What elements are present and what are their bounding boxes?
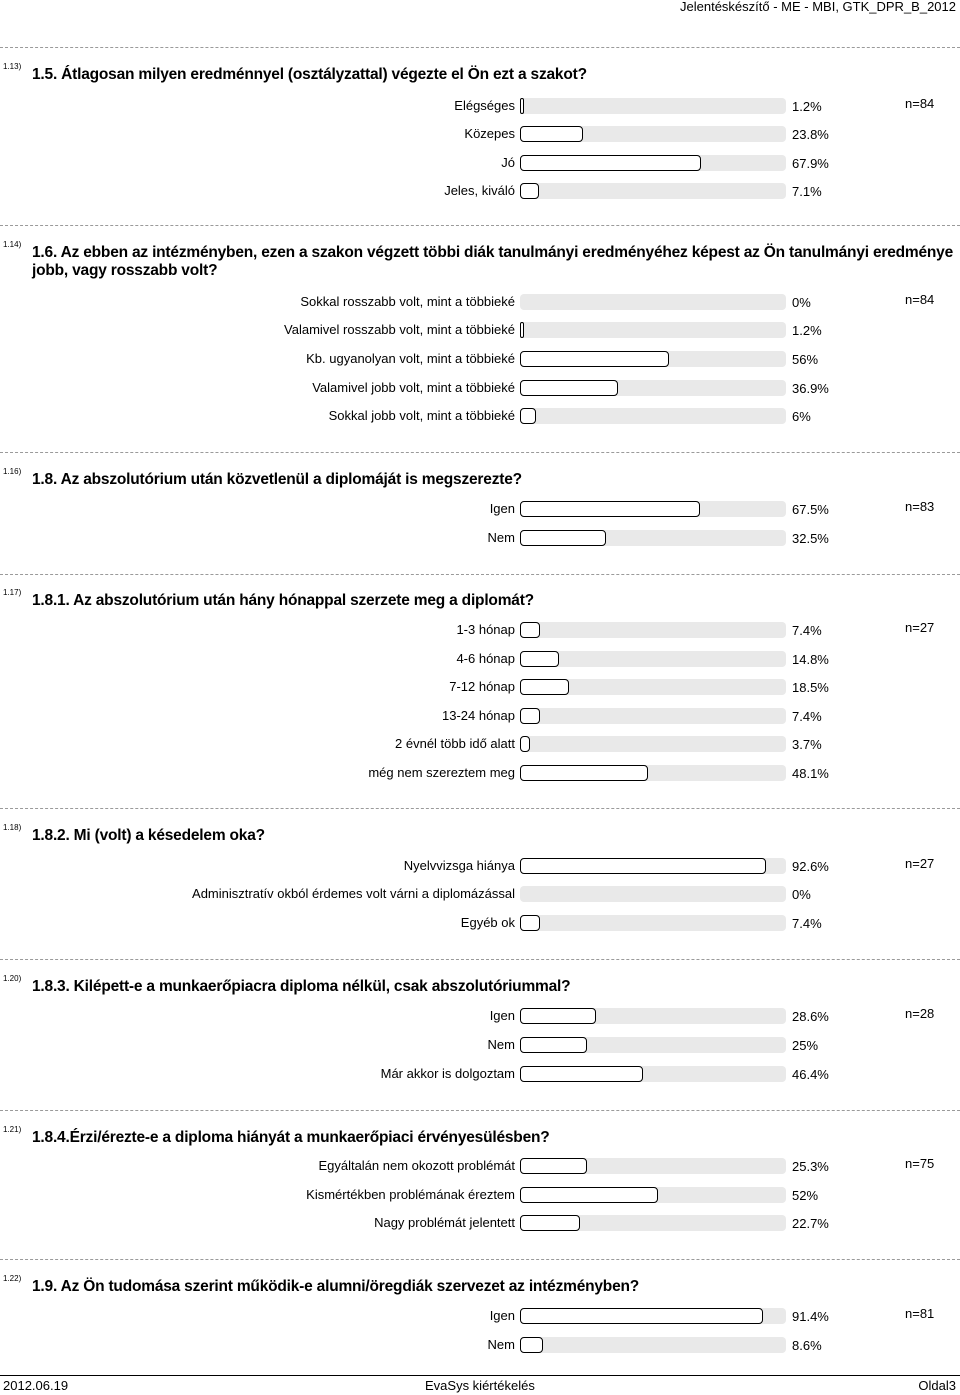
answer-label: Nyelvvizsga hiánya — [403, 858, 515, 873]
answer-label: Adminisztratív okból érdemes volt várni a diplomázással — [192, 886, 515, 901]
bar-fill — [520, 322, 524, 338]
respondent-count: n=83 — [905, 499, 935, 514]
answer-label: Nem — [487, 1337, 515, 1352]
bar-track — [520, 98, 786, 114]
answer-label: Kismértékben problémának éreztem — [306, 1187, 515, 1202]
question-title: 1.6. Az ebben az intézményben, ezen a szakon végzett többi diák tanulmányi eredményéhez képest az Ön tanulmányi eredménye jobb, vagy rosszabb volt? — [32, 244, 954, 279]
bar-fill — [520, 155, 701, 171]
bar-fill — [520, 622, 540, 638]
question-number: 1.18) — [3, 823, 22, 832]
bar-fill — [520, 736, 530, 752]
bar-fill — [520, 915, 540, 931]
bar-track — [520, 530, 786, 546]
answer-percentage: 91.4% — [792, 1309, 829, 1324]
bar-track — [520, 915, 786, 931]
bar-fill — [520, 765, 648, 781]
bar-track — [520, 622, 786, 638]
answer-percentage: 1.2% — [792, 99, 822, 114]
answer-label: Már akkor is dolgoztam — [380, 1066, 515, 1081]
respondent-count: n=84 — [905, 292, 935, 307]
answer-percentage: 3.7% — [792, 737, 822, 752]
question-title: 1.8. Az abszolutórium után közvetlenül a diplomáját is megszerezte? — [32, 471, 522, 488]
question-number: 1.17) — [3, 588, 22, 597]
footer-date: 2012.06.19 — [3, 1378, 69, 1393]
answer-percentage: 8.6% — [792, 1338, 822, 1353]
answer-label: Igen — [489, 1008, 515, 1023]
answer-percentage: 6% — [792, 409, 811, 424]
bar-fill — [520, 351, 669, 367]
question-number: 1.21) — [3, 1125, 22, 1134]
question-title: 1.8.3. Kilépett-e a munkaerőpiacra diploma nélkül, csak abszolutóriummal? — [32, 978, 571, 995]
bar-track — [520, 679, 786, 695]
answer-percentage: 32.5% — [792, 531, 829, 546]
answer-label: 1-3 hónap — [456, 622, 515, 637]
answer-label: Közepes — [464, 126, 515, 141]
bar-track — [520, 1008, 786, 1024]
answer-label: Igen — [489, 1308, 515, 1323]
bar-fill — [520, 708, 540, 724]
respondent-count: n=81 — [905, 1306, 935, 1321]
answer-percentage: 18.5% — [792, 680, 829, 695]
section-separator — [0, 808, 960, 809]
respondent-count: n=75 — [905, 1156, 935, 1171]
question-title: 1.5. Átlagosan milyen eredménnyel (osztályzattal) végezte el Ön ezt a szakot? — [32, 66, 587, 83]
answer-percentage: 52% — [792, 1188, 819, 1203]
section-separator — [0, 225, 960, 226]
bar-fill — [520, 380, 618, 396]
answer-percentage: 14.8% — [792, 652, 829, 667]
bar-fill — [520, 1037, 587, 1053]
answer-label: Sokkal jobb volt, mint a többieké — [328, 408, 515, 423]
question-number: 1.14) — [3, 240, 22, 249]
bar-track — [520, 1158, 786, 1174]
question-title: 1.8.1. Az abszolutórium után hány hónappal szerzete meg a diplomát? — [32, 592, 534, 609]
bar-track — [520, 294, 786, 310]
bar-track — [520, 858, 786, 874]
page-header-title: Jelentéskészítő - ME - MBI, GTK_DPR_B_2012 — [680, 0, 956, 14]
question-title: 1.9. Az Ön tudomása szerint működik-e alumni/öregdiák szervezet az intézményben? — [32, 1278, 640, 1295]
answer-percentage: 25% — [792, 1038, 819, 1053]
answer-percentage: 7.1% — [792, 184, 822, 199]
respondent-count: n=28 — [905, 1006, 935, 1021]
bar-track — [520, 501, 786, 517]
answer-label: Sokkal rosszabb volt, mint a többieké — [300, 294, 515, 309]
answer-label: 13-24 hónap — [441, 708, 515, 723]
question-number: 1.20) — [3, 974, 22, 983]
answer-label: Kb. ugyanolyan volt, mint a többieké — [306, 351, 515, 366]
bar-fill — [520, 530, 606, 546]
bar-track — [520, 408, 786, 424]
bar-fill — [520, 1337, 543, 1353]
answer-percentage: 36.9% — [792, 381, 829, 396]
bar-fill — [520, 183, 539, 199]
answer-percentage: 92.6% — [792, 859, 829, 874]
respondent-count: n=27 — [905, 856, 935, 871]
answer-percentage: 46.4% — [792, 1067, 829, 1082]
question-title: 1.8.4.Érzi/érezte-e a diploma hiányát a munkaerőpiaci érvényesülésben? — [32, 1129, 550, 1146]
answer-label: Elégséges — [454, 98, 515, 113]
bar-track — [520, 1187, 786, 1203]
bar-fill — [520, 1008, 596, 1024]
bar-track — [520, 1308, 786, 1324]
section-separator — [0, 1110, 960, 1111]
bar-fill — [520, 98, 524, 114]
answer-percentage: 7.4% — [792, 623, 822, 638]
bar-track — [520, 183, 786, 199]
bar-track — [520, 322, 786, 338]
bar-track — [520, 765, 786, 781]
answer-label: Egyáltalán nem okozott problémát — [318, 1158, 515, 1173]
answer-label: Igen — [489, 501, 515, 516]
bar-fill — [520, 1066, 643, 1082]
answer-percentage: 0% — [792, 887, 811, 902]
answer-percentage: 56% — [792, 352, 819, 367]
bar-track — [520, 1037, 786, 1053]
footer-divider — [0, 1375, 960, 1376]
bar-fill — [520, 126, 583, 142]
answer-label: még nem szereztem meg — [368, 765, 515, 780]
bar-track — [520, 708, 786, 724]
question-number: 1.22) — [3, 1274, 22, 1283]
answer-label: Egyéb ok — [460, 915, 515, 930]
answer-percentage: 67.5% — [792, 502, 829, 517]
answer-percentage: 22.7% — [792, 1216, 829, 1231]
bar-track — [520, 651, 786, 667]
bar-fill — [520, 1187, 658, 1203]
answer-percentage: 1.2% — [792, 323, 822, 338]
answer-label: 2 évnél több idő alatt — [395, 736, 515, 751]
answer-label: Nagy problémát jelentett — [374, 1215, 515, 1230]
respondent-count: n=84 — [905, 96, 935, 111]
bar-fill — [520, 1215, 580, 1231]
answer-label: Jó — [501, 155, 515, 170]
answer-percentage: 25.3% — [792, 1159, 829, 1174]
answer-percentage: 23.8% — [792, 127, 829, 142]
answer-percentage: 7.4% — [792, 916, 822, 931]
bar-track — [520, 351, 786, 367]
bar-fill — [520, 858, 766, 874]
section-separator — [0, 452, 960, 453]
answer-percentage: 0% — [792, 295, 811, 310]
section-separator — [0, 959, 960, 960]
footer-page-number: Oldal3 — [918, 1378, 956, 1393]
answer-label: Nem — [487, 1037, 515, 1052]
answer-label: 7-12 hónap — [449, 679, 515, 694]
answer-label: Valamivel jobb volt, mint a többieké — [312, 380, 515, 395]
bar-fill — [520, 1158, 587, 1174]
bar-fill — [520, 679, 569, 695]
bar-fill — [520, 501, 700, 517]
bar-fill — [520, 651, 559, 667]
section-separator — [0, 47, 960, 48]
bar-track — [520, 380, 786, 396]
section-separator — [0, 574, 960, 575]
answer-label: Valamivel rosszabb volt, mint a többieké — [284, 322, 515, 337]
bar-track — [520, 886, 786, 902]
bar-track — [520, 1066, 786, 1082]
respondent-count: n=27 — [905, 620, 935, 635]
bar-track — [520, 736, 786, 752]
answer-percentage: 28.6% — [792, 1009, 829, 1024]
bar-track — [520, 1337, 786, 1353]
question-number: 1.13) — [3, 62, 22, 71]
answer-percentage: 48.1% — [792, 766, 829, 781]
footer-app-name: EvaSys kiértékelés — [425, 1378, 535, 1393]
section-separator — [0, 1259, 960, 1260]
bar-track — [520, 1215, 786, 1231]
bar-track — [520, 155, 786, 171]
bar-track — [520, 126, 786, 142]
answer-label: Nem — [487, 530, 515, 545]
question-number: 1.16) — [3, 467, 22, 476]
bar-fill — [520, 1308, 763, 1324]
answer-label: Jeles, kiváló — [444, 183, 515, 198]
answer-percentage: 67.9% — [792, 156, 829, 171]
question-title: 1.8.2. Mi (volt) a késedelem oka? — [32, 827, 265, 844]
answer-label: 4-6 hónap — [456, 651, 515, 666]
answer-percentage: 7.4% — [792, 709, 822, 724]
bar-fill — [520, 408, 536, 424]
